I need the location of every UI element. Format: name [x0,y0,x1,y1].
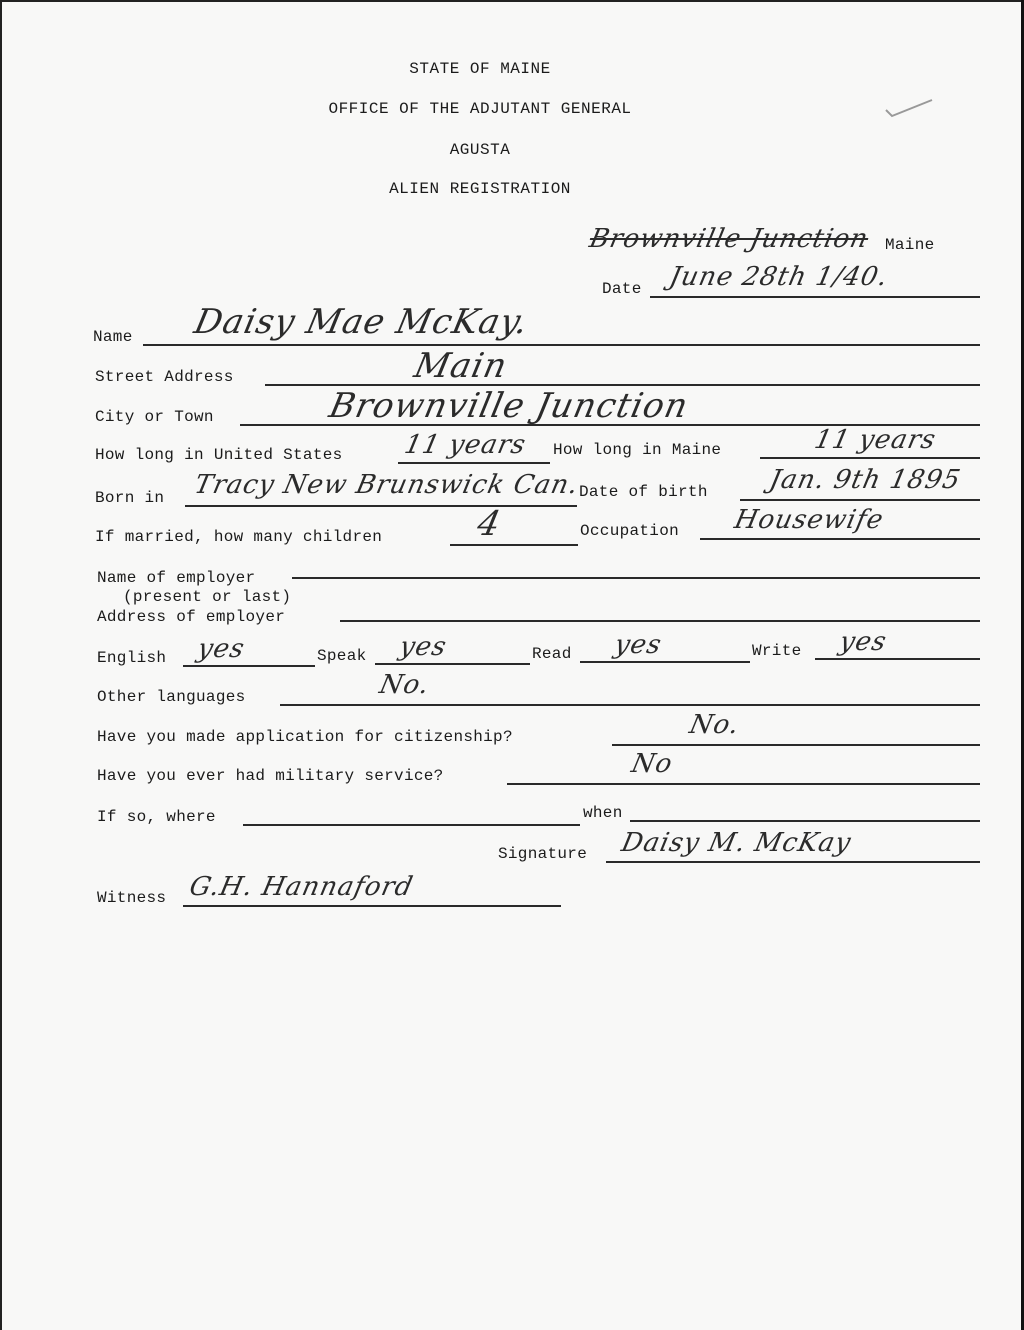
witness-line [183,905,561,907]
street-value: Main [410,346,512,386]
signature-value: Daisy M. McKay [618,828,855,858]
us-years-line [398,462,550,464]
header-city: AGUSTA [449,141,511,159]
citizenship-line [612,744,980,746]
place-suffix: Maine [885,236,935,254]
city-value: Brownville Junction [325,386,693,426]
header-title: ALIEN REGISTRATION [389,180,571,198]
scan-edge-left [0,0,2,1330]
english-label: English [97,649,167,667]
occupation-label: Occupation [580,522,680,540]
maine-years-label: How long in Maine [553,441,722,459]
occupation-value: Housewife [731,505,887,535]
write-line [815,658,980,660]
name-line [143,344,980,346]
date-label: Date [602,280,642,298]
when-line [630,820,980,822]
military-line [507,783,980,785]
dob-line [740,499,980,501]
citizenship-label: Have you made application for citizenship? [97,728,513,746]
read-label: Read [532,645,572,663]
header-state: STATE OF MAINE [409,60,551,78]
us-years-label: How long in United States [95,446,343,464]
employer-sublabel: (present or last) [123,588,292,606]
other-languages-label: Other languages [97,688,246,706]
military-label: Have you ever had military service? [97,767,444,785]
us-years-value: 11 years [401,430,529,460]
born-value: Tracy New Brunswick Can. [191,470,582,500]
born-label: Born in [95,489,165,507]
maine-years-line [760,457,980,459]
dob-label: Date of birth [579,483,708,501]
employer-line [292,577,980,579]
occupation-line [700,538,980,540]
employer-label: Name of employer [97,569,256,587]
name-value: Daisy Mae McKay. [190,302,533,342]
born-line [185,505,577,507]
speak-value: yes [396,632,450,662]
children-value: 4 [473,504,505,544]
scan-edge-top [0,0,1024,2]
children-label: If married, how many children [95,528,383,546]
date-value: June 28th 1/40. [666,262,891,292]
english-value: yes [194,634,248,664]
city-label: City or Town [95,408,214,426]
date-line [650,296,980,298]
maine-years-value: 11 years [811,425,939,455]
signature-line [606,861,980,863]
read-line [580,661,750,663]
employer-address-label: Address of employer [97,608,286,626]
write-value: yes [836,627,890,657]
place-value: Brownville Junction [586,224,872,254]
witness-value: G.H. Hannaford [186,872,417,902]
employer-address-line [340,620,980,622]
speak-line [375,663,530,665]
speak-label: Speak [317,647,367,665]
other-languages-value: No. [376,670,433,700]
where-line [243,824,580,826]
military-value: No [628,749,676,779]
signature-label: Signature [498,845,588,863]
read-value: yes [611,630,665,660]
name-label: Name [93,328,133,346]
write-label: Write [752,642,802,660]
witness-label: Witness [97,889,167,907]
children-line [450,544,578,546]
header-office: OFFICE OF THE ADJUTANT GENERAL [328,100,632,118]
citizenship-value: No. [686,710,743,740]
dob-value: Jan. 9th 1895 [766,465,964,495]
english-line [183,665,315,667]
where-label: If so, where [97,808,216,826]
street-label: Street Address [95,368,234,386]
other-languages-line [280,704,980,706]
when-label: when [583,804,623,822]
